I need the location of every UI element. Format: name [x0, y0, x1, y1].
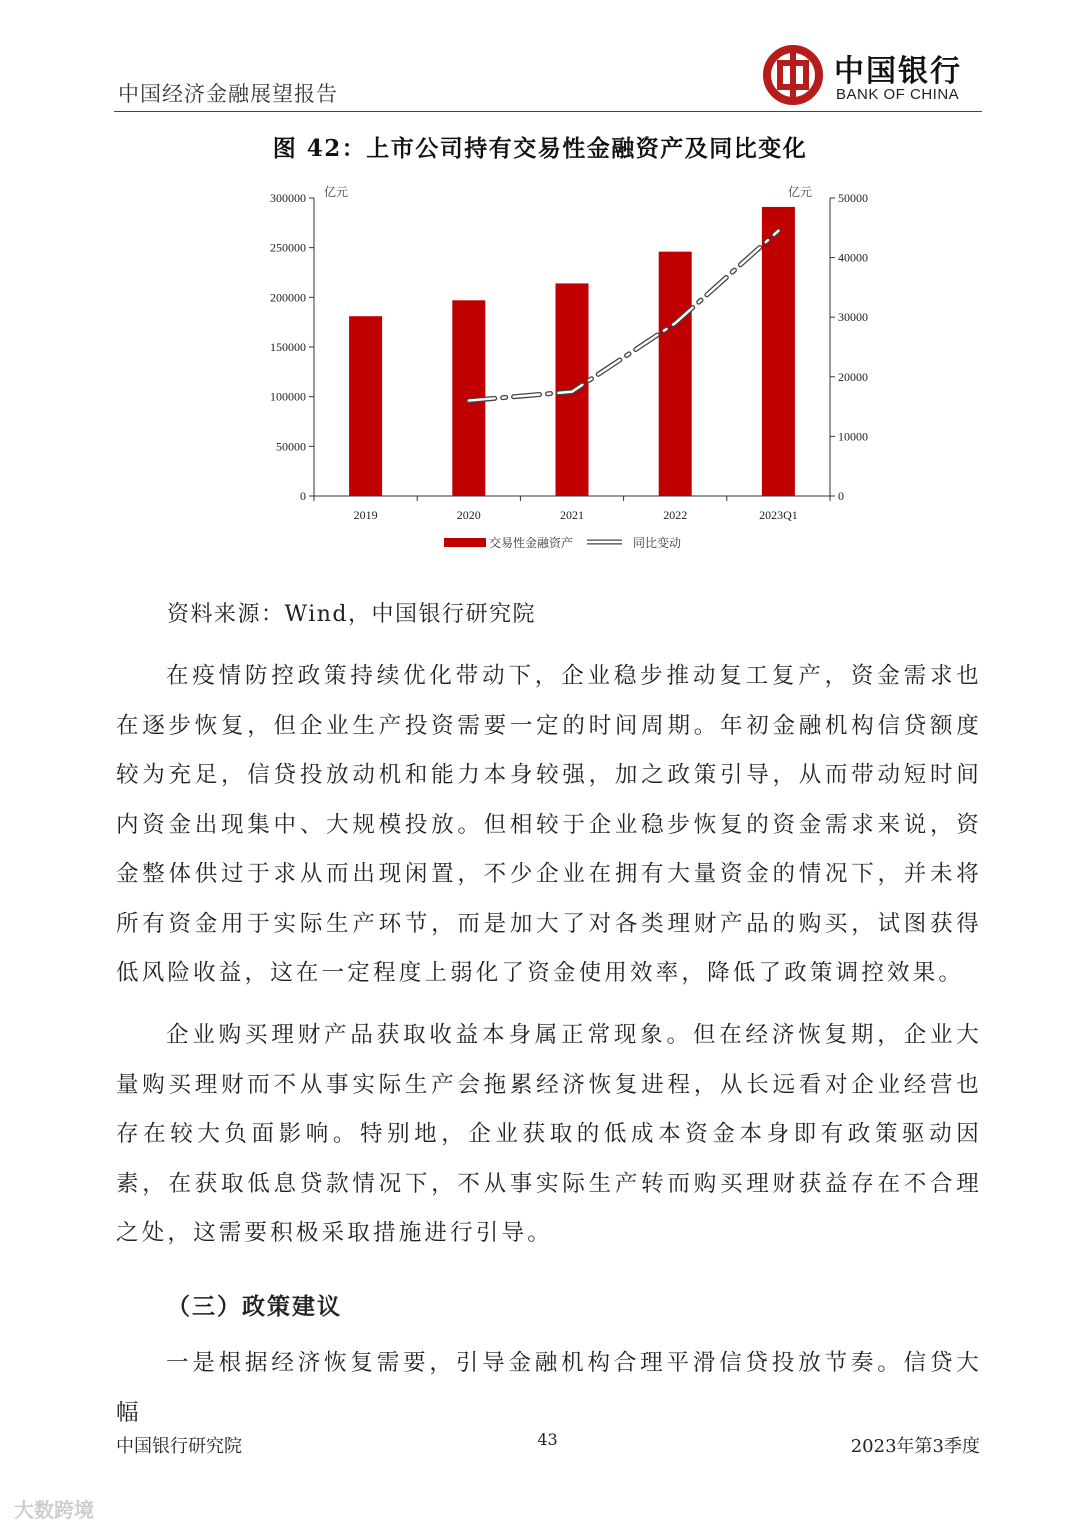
logo-english-name: BANK OF CHINA: [836, 86, 960, 103]
bar: [659, 252, 692, 496]
section-heading: （三）政策建议: [167, 1293, 342, 1320]
legend-bar-swatch: [444, 538, 486, 547]
chart: [240, 178, 940, 563]
paragraph-2: 企业购买理财产品获取收益本身属正常现象。但在经济恢复期，企业大量购买理财而不从事实际生产会拖累经济恢复进程，从长远看对企业经营也存在较大负面影响。特别地，企业获取的低成本资金本身即有政策驱动因素，在获取低息贷款情况下，不从事实际生产转而购买理财获益存在不合理之处，这需要积极采取措施进行引导。: [116, 1022, 982, 1246]
x-tick-label: 2023Q1: [759, 508, 798, 522]
left-axis-unit: 亿元: [324, 185, 349, 199]
bank-of-china-emblem-icon: [762, 44, 824, 106]
line-series-inner: [469, 231, 779, 401]
left-tick-label: 50000: [276, 439, 306, 454]
line-series-outline: [469, 231, 779, 401]
bank-of-china-logo: [762, 44, 972, 108]
legend-line-label: 同比变动: [633, 536, 682, 550]
paragraph-3: 一是根据经济恢复需要，引导金融机构合理平滑信贷投放节奏。信贷大幅: [116, 1350, 982, 1426]
header-divider: [114, 111, 982, 112]
left-tick-label: 150000: [270, 340, 306, 354]
x-tick-label: 2019: [353, 508, 378, 522]
header-report-title: 中国经济金融展望报告: [118, 82, 338, 106]
left-tick-label: 0: [300, 489, 306, 503]
bar: [349, 316, 382, 496]
footer-org: 中国银行研究院: [116, 1436, 242, 1457]
x-tick-label: 2022: [663, 508, 688, 522]
paragraph-1: 在疫情防控政策持续优化带动下，企业稳步推动复工复产，资金需求也在逐步恢复，但企业生产投资需要一定的时间周期。年初金融机构信贷额度较为充足，信贷投放动机和能力本身较强，加之政策引导，从而带动短时间内资金出现集中、大规模投放。但相较于企业稳步恢复的资金需求来说，资金整体供过于求从而出现闲置，不少企业在拥有大量资金的情况下，并未将所有资金用于实际生产环节，而是加大了对各类理财产品的购买，试图获得低风险收益，这在一定程度上弱化了资金使用效率，降低了政策调控效果。: [116, 663, 982, 986]
footer-period: 2023年第3季度: [850, 1436, 980, 1457]
right-tick-label: 30000: [838, 310, 868, 325]
source-note: 资料来源：Wind，中国银行研究院: [167, 602, 537, 627]
right-axis-unit: 亿元: [788, 185, 813, 199]
x-tick-label: 2020: [456, 508, 481, 522]
bar: [762, 207, 795, 496]
x-tick-label: 2021: [560, 508, 584, 522]
right-tick-label: 20000: [838, 369, 868, 384]
right-tick-label: 10000: [838, 429, 868, 444]
right-tick-label: 0: [838, 489, 844, 503]
left-tick-label: 200000: [270, 290, 306, 305]
left-tick-label: 100000: [270, 389, 306, 404]
left-tick-label: 250000: [270, 240, 306, 255]
watermark: 大数跨境: [14, 1498, 94, 1522]
page-number: 43: [537, 1430, 558, 1449]
logo-chinese-name: 中国银行: [834, 54, 962, 89]
figure-title: 图 42：上市公司持有交易性金融资产及同比变化: [272, 135, 808, 162]
legend-bar-label: 交易性金融资产: [489, 536, 574, 550]
right-tick-label: 40000: [838, 250, 868, 265]
left-tick-label: 300000: [270, 191, 306, 205]
right-tick-label: 50000: [838, 191, 868, 205]
